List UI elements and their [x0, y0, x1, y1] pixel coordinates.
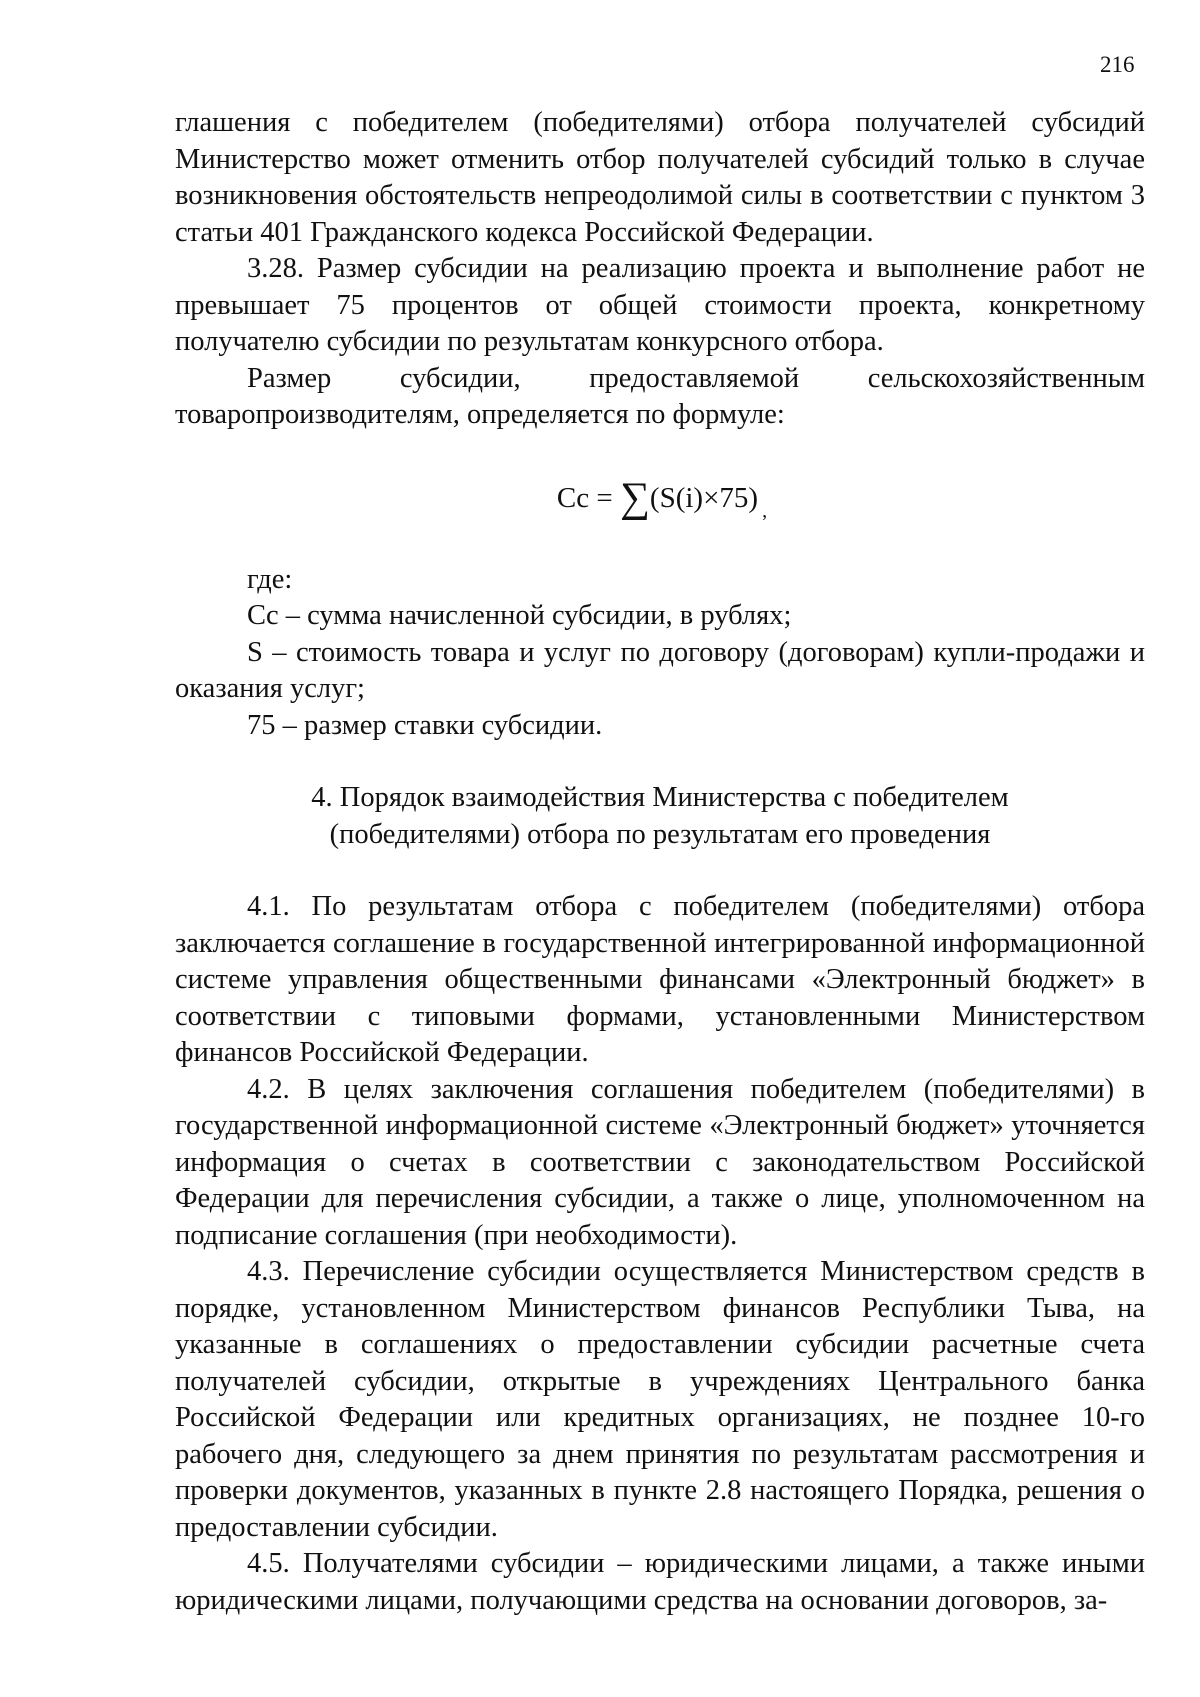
formula-comma: ,	[762, 499, 768, 522]
paragraph-4-2: 4.2. В целях заключения соглашения победителем (победителями) в государственной информационной системе «Электронный бюджет» уточняется информация о счетах в соответствии с законодательством Российской Федерации для перечисления субсидии, а также о лице, уполномоченном на подписание соглашения (при необходимости).	[175, 1073, 1145, 1251]
section-heading-line-1: 4. Порядок взаимодействия Министерства с победителем	[311, 782, 1009, 813]
paragraph-4-3: 4.3. Перечисление субсидии осуществляется Министерством средств в порядке, установленном Министерством финансов Республики Тыва, на указанные в соглашениях о предоставлении субсидии расчетные счета получателей субсидии, открытые в учреждениях Центрального банка Российской Федерации или кредитных организациях, не позднее 10-го рабочего дня, следующего за днем принятия по результатам рассмотрения и проверки документов, указанных в пункте 2.8 настоящего Порядка, решения о предоставлении субсидии.	[175, 1256, 1145, 1543]
spacer	[175, 522, 1145, 562]
definitions-where: где:	[247, 563, 293, 595]
document-body	[175, 105, 1145, 1619]
paragraph-subsidy-formula-intro: Размер субсидии, предоставляемой сельскохозяйственным товаропроизводителям, определяется по формуле:	[175, 362, 1145, 430]
definition-cc: Cc – сумма начисленной субсидии, в рублях;	[247, 600, 792, 631]
section-4-heading	[175, 780, 1145, 853]
subsidy-formula	[175, 466, 1145, 522]
paragraph-4-1: 4.1. По результатам отбора с победителем (победителями) отбора заключается соглашение в государственной интегрированной информационной системе управления общественными финансами «Электронный бюджет» в соответствии с типовыми формами, установленными Министерством финансов Российской Федерации.	[175, 891, 1145, 1068]
definition-s: S – стоимость товара и услуг по договору (договорам) купли-продажи и оказания услуг;	[175, 636, 1145, 704]
formula-rhs: (S(i)×75)	[649, 481, 759, 514]
formula-sigma: ∑	[619, 474, 650, 521]
paragraph-continuation: глашения с победителем (победителями) отбора получателей субсидий Министерство может отменить отбор получателей субсидий только в случае возникновения обстоятельств непреодолимой силы в соответствии с пунктом 3 статьи 401 Гражданского кодекса Российской Федерации.	[175, 107, 1145, 248]
paragraph-4-5: 4.5. Получателями субсидии – юридическими лицами, а также иными юридическими лицами, получающими средства на основании договоров, за-	[175, 1548, 1145, 1616]
paragraph-3-28: 3.28. Размер субсидии на реализацию проекта и выполнение работ не превышает 75 процентов от общей стоимости проекта, конкретному получателю субсидии по результатам конкурсного отбора.	[175, 253, 1145, 357]
section-heading-line-2: (победителями) отбора по результатам его проведения	[329, 818, 991, 850]
formula-lhs: Cc =	[556, 481, 620, 514]
page-number: 216	[1100, 52, 1135, 77]
definition-75: 75 – размер ставки субсидии.	[247, 709, 603, 741]
